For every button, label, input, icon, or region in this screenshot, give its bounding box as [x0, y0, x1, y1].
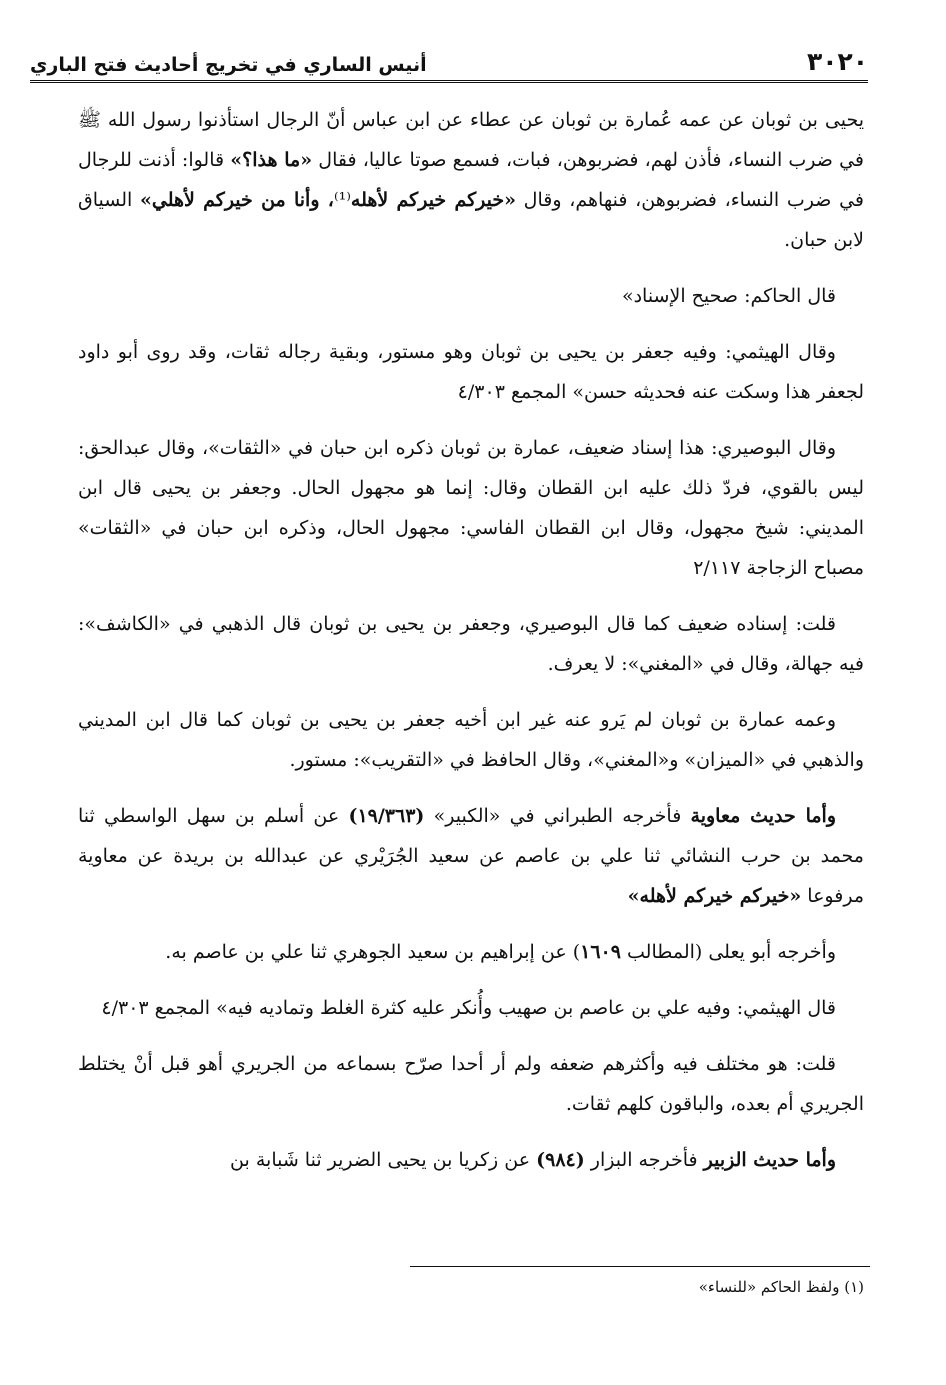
- footnote-rule: [410, 1266, 870, 1267]
- text-segment: السياق لابن حبان.: [78, 189, 864, 251]
- bold-segment: (١٩/٣٦٣): [348, 805, 425, 827]
- bold-segment: وأما حديث الزبير: [703, 1149, 836, 1171]
- bold-segment: ١٦٠٩: [580, 941, 621, 963]
- text-segment: ) عن إبراهيم بن سعيد الجوهري ثنا علي بن عاصم به.: [165, 941, 581, 963]
- text-segment: وقال البوصيري: هذا إسناد ضعيف، عمارة بن ثوبان ذكره ابن حبان في «الثقات»، وقال عبدالحق: ليس بالقوي، فردّ ذلك عليه ابن القطان وقال: إنما هو مجهول الحال. وجعفر بن يحيى قال ابن المديني: شيخ مجهول، وقال ابن القطان الفاسي: مجهول الحال، وذكره ابن حبان في «الثقات» مصباح الزجاجة ٢/١١٧: [78, 437, 864, 579]
- text-segment: قال الحاكم: صحيح الإسناد»: [621, 285, 836, 307]
- paragraph: [78, 988, 864, 1028]
- text-segment: قلت: هو مختلف فيه وأكثرهم ضعفه ولم أر أحدا صرّح بسماعه من الجريري أهو قبل أنْ يختلط الجريري أم بعده، والباقون كلهم ثقات.: [78, 1053, 864, 1115]
- paragraph: [78, 1140, 864, 1180]
- text-segment: قلت: إسناده ضعيف كما قال البوصيري، وجعفر بن يحيى بن ثوبان قال الذهبي في «الكاشف»: فيه جهالة، وقال في «المغني»: لا يعرف.: [78, 613, 864, 675]
- page-header: [30, 40, 868, 76]
- paragraph: [78, 276, 864, 316]
- text-segment: وقال الهيثمي: وفيه جعفر بن يحيى بن ثوبان وهو مستور، وبقية رجاله ثقات، وقد روى أبو داود لجعفر هذا وسكت عنه فحديثه حسن» المجمع ٤/٣٠٣: [78, 341, 864, 403]
- text-segment: فأخرجه الطبراني في «الكبير»: [424, 805, 691, 827]
- bold-segment: (٩٨٤): [536, 1149, 585, 1171]
- page-number: ٣٠٢٠: [806, 47, 868, 76]
- bold-segment: «ما هذا؟»: [230, 149, 313, 171]
- text-segment: عن زكريا بن يحيى الضرير ثنا شَبابة بن: [230, 1149, 537, 1171]
- text-segment: فأخرجه البزار: [584, 1149, 704, 1171]
- body-text: [78, 100, 864, 1196]
- paragraph: [78, 428, 864, 588]
- footnote: (١) ولفظ الحاكم «للنساء»: [698, 1278, 864, 1296]
- text-segment: قالوا: أذنت للرجال في ضرب النساء، فضربوهن، فنهاهم، وقال: [78, 149, 865, 211]
- paragraph: [78, 700, 864, 780]
- running-title: أنيس الساري في تخريج أحاديث فتح الباري: [30, 54, 427, 76]
- bold-segment: «خيركم خيركم لأهله»: [627, 885, 802, 907]
- text-segment: وعمه عمارة بن ثوبان لم يَرو عنه غير ابن أخيه جعفر بن يحيى بن ثوبان كما قال ابن المديني والذهبي في «الميزان» و«المغني»، وقال الحافظ في «التقريب»: مستور.: [78, 709, 864, 771]
- paragraph: [78, 796, 864, 916]
- text-segment: قال الهيثمي: وفيه علي بن عاصم بن صهيب وأُنكر عليه كثرة الغلط وتماديه فيه» المجمع ٤/٣٠٣: [101, 997, 836, 1019]
- text-segment: يحيى بن ثوبان عن عمه عُمارة بن ثوبان عن عطاء عن ابن عباس أنّ الرجال استأذنوا رسول الله ﷺ في ضرب النساء، فأذن لهم، فضربوهن، فبات، فسمع صوتا عاليا، فقال: [78, 109, 864, 171]
- text-segment: ⁽¹⁾: [333, 189, 351, 211]
- paragraph: [78, 932, 864, 972]
- paragraph: [78, 1044, 864, 1124]
- paragraph: [78, 332, 864, 412]
- text-segment: وأخرجه أبو يعلى (المطالب: [620, 941, 836, 963]
- bold-segment: وأما حديث معاوية: [690, 805, 836, 827]
- paragraph: [78, 604, 864, 684]
- header-rule: [30, 80, 868, 85]
- paragraph: [78, 100, 864, 260]
- text-segment: عن أسلم بن سهل الواسطي ثنا محمد بن حرب النشائي ثنا علي بن عاصم عن سعيد الجُرَيْري عن عبدالله بن بريدة عن معاوية مرفوعا: [78, 805, 864, 907]
- bold-segment: ، وأنا من خيركم لأهلي»: [140, 189, 334, 211]
- bold-segment: «خيركم خيركم لأهله: [350, 189, 516, 211]
